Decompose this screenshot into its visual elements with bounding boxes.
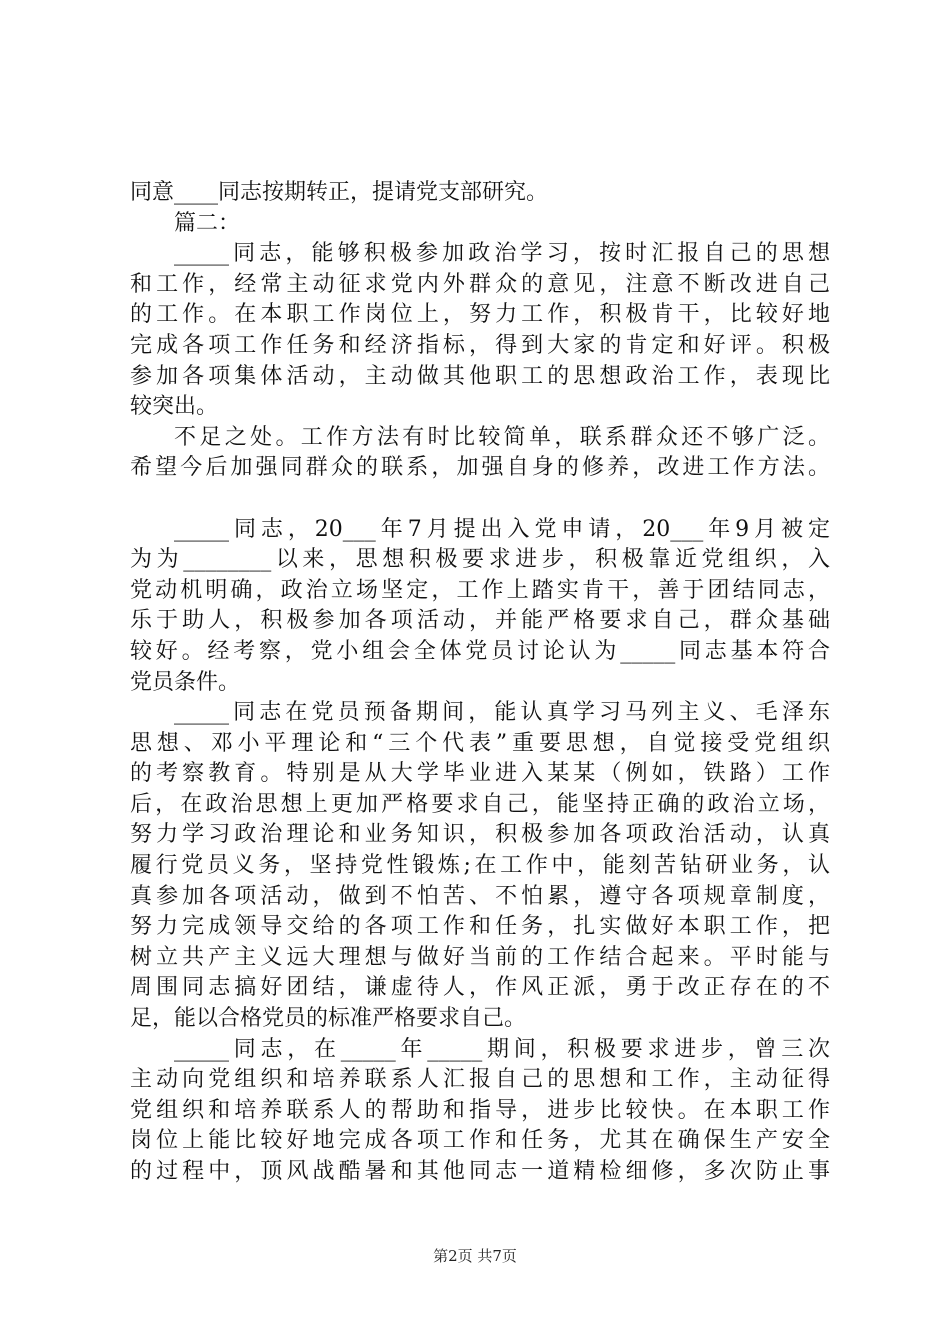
text-line: 较突出。: [130, 394, 219, 420]
text-line: 思想、邓小平理论和“三个代表”重要思想，自觉接受党组织: [130, 730, 830, 756]
text-line: 乐于助人，积极参加各项活动，并能严格要求自己，群众基础: [130, 608, 830, 634]
text-line: 不足之处。工作方法有时比较简单，联系群众还不够广泛。: [174, 424, 830, 450]
text-line: 篇二：: [174, 210, 241, 236]
text-line: _____同志，在_____年_____期间，积极要求进步，曾三次: [174, 1036, 830, 1062]
text-line: 希望今后加强同群众的联系，加强自身的修养，改进工作方法。: [130, 455, 830, 481]
page-footer: 第2页 共7页: [433, 1247, 517, 1265]
text-line: _____同志，20___年7月提出入党申请，20___年9月被定: [174, 516, 830, 542]
text-line: 履行党员义务，坚持党性锻炼;在工作中，能刻苦钻研业务，认: [130, 853, 830, 879]
text-line: 周围同志搞好团结，谦虚待人，作风正派，勇于改正存在的不: [130, 975, 830, 1001]
text-line: 后，在政治思想上更加严格要求自己，能坚持正确的政治立场，: [130, 791, 830, 817]
text-line: 党动机明确，政治立场坚定，工作上踏实肯干，善于团结同志，: [130, 577, 830, 603]
text-line: 足，能以合格党员的标准严格要求自己。: [130, 1006, 527, 1032]
text-line: 主动向党组织和培养联系人汇报自己的思想和工作，主动征得: [130, 1067, 830, 1093]
text-line: 的过程中，顶风战酷暑和其他同志一道精检细修，多次防止事: [130, 1159, 830, 1184]
text-line: 树立共产主义远大理想与做好当前的工作结合起来。平时能与: [130, 944, 830, 970]
text-line: 努力学习政治理论和业务知识，积极参加各项政治活动，认真: [130, 822, 830, 848]
text-line: 同意____同志按期转正，提请党支部研究。: [130, 180, 549, 205]
text-line: 党组织和培养联系人的帮助和指导，进步比较快。在本职工作: [130, 1097, 830, 1123]
text-line: 为为________以来，思想积极要求进步，积极靠近党组织，入: [130, 547, 830, 573]
text-line: 努力完成领导交给的各项工作和任务，扎实做好本职工作，把: [130, 914, 830, 940]
text-line: 和工作，经常主动征求党内外群众的意见，注意不断改进自己: [130, 271, 830, 297]
text-line: 参加各项集体活动，主动做其他职工的思想政治工作，表现比: [130, 363, 830, 389]
text-line: 的考察教育。特别是从大学毕业进入某某（例如，铁路）工作: [130, 761, 830, 787]
text-line: _____同志在党员预备期间，能认真学习马列主义、毛泽东: [174, 700, 830, 726]
text-line: _____同志，能够积极参加政治学习，按时汇报自己的思想: [174, 241, 830, 267]
text-line: 的工作。在本职工作岗位上，努力工作，积极肯干，比较好地: [130, 302, 830, 328]
document-body: [130, 178, 830, 1188]
text-line: 完成各项工作任务和经济指标，得到大家的肯定和好评。积极: [130, 332, 830, 358]
text-line: 较好。经考察，党小组会全体党员讨论认为_____同志基本符合: [130, 638, 830, 664]
text-line: 岗位上能比较好地完成各项工作和任务，尤其在确保生产安全: [130, 1128, 830, 1154]
text-line: 党员条件。: [130, 669, 241, 695]
paragraph-gap: [130, 484, 830, 515]
text-line: 真参加各项活动，做到不怕苦、不怕累，遵守各项规章制度，: [130, 883, 830, 909]
